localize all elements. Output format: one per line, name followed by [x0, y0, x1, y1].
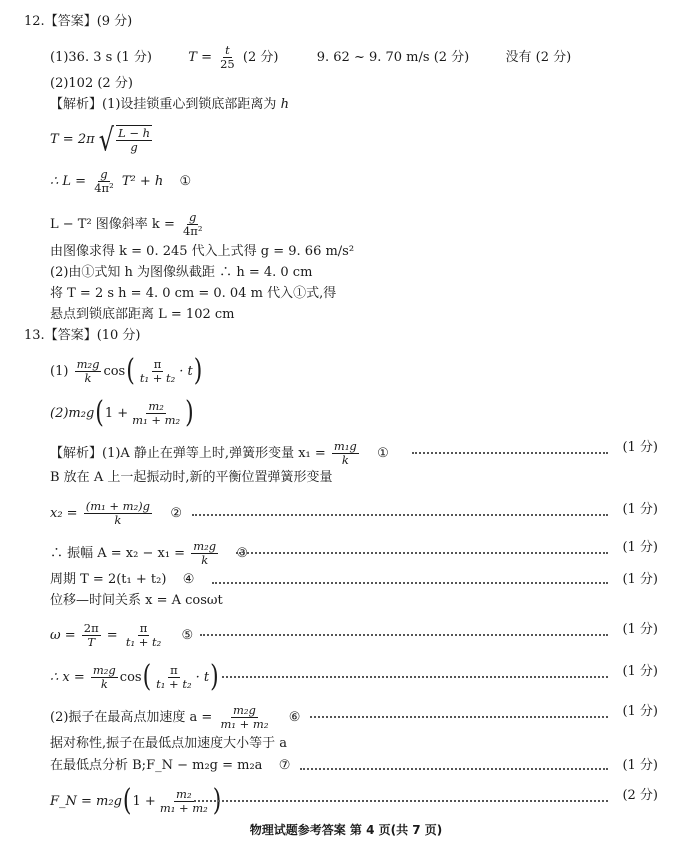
- q13-s3-num: (m₁ + m₂)g: [85, 499, 151, 513]
- q13-step10: 据对称性,振子在最低点加速度大小等于 a: [50, 736, 288, 751]
- q12-analysis-tag: 【解析】(1)设挂锁重心到锁底部距离为: [50, 97, 277, 112]
- q12-eq1-den: g: [130, 140, 138, 154]
- q13-s3-den: k: [114, 513, 122, 527]
- dotted-leader: [194, 800, 608, 802]
- q13-s1-den: k: [341, 453, 349, 467]
- q13-step8: ∴ x = $\frac{\text{m₂g}}{k}$ cos( $\frac{\pi}{\text{t₁ + t₂}}$ · t): [50, 659, 219, 694]
- q12-line-p2b: 将 T = 2 s h = 4. 0 cm = 0. 04 m 代入①式,得: [50, 286, 337, 301]
- dotted-leader: [212, 582, 608, 584]
- q13-s12-left: F_N = m₂g: [50, 794, 122, 809]
- q13-a1-inner-frac: [138, 358, 177, 385]
- q13-step11: [50, 758, 290, 774]
- q13-s4-den: k: [201, 553, 209, 567]
- q13-answer2: (2)m₂g(1 + $\frac{\text{m₂}}{\text{m₁ + m₂}}$ ): [50, 395, 194, 430]
- q13-a1-inner-tail: · t: [179, 364, 193, 379]
- q12-eq1: [50, 121, 154, 158]
- q13-s9-den: m₁ + m₂: [220, 717, 269, 731]
- q13-a2-frac: [130, 400, 182, 427]
- q13-s7-den2: t₁ + t₂: [125, 635, 162, 649]
- q13-number: 13.: [24, 328, 45, 343]
- q13-s4-mark: ③: [236, 546, 249, 561]
- q13-s8-cos: cos: [119, 670, 142, 685]
- dotted-leader: [192, 514, 608, 516]
- q13-s7-den1: T: [87, 635, 96, 649]
- q13-s3-left: x₂ =: [50, 506, 78, 521]
- dotted-leader: [236, 552, 608, 554]
- q13-header: [24, 328, 141, 344]
- q13-s11-score: (1 分): [622, 758, 658, 773]
- q12-p1-fraction: [218, 44, 237, 71]
- q13-s4-frac: [191, 540, 218, 567]
- q13-step5: [50, 572, 194, 588]
- q13-a1-frac: [75, 358, 102, 385]
- q12-eq2-mark: ①: [179, 174, 192, 189]
- q12-p1-none: 没有 (2 分): [505, 50, 572, 65]
- q13-a1-den: k: [84, 371, 92, 385]
- q13-step2: B 放在 A 上一起振动时,新的平衡位置弹簧形变量: [50, 470, 333, 485]
- q13-s1-text: 【解析】(1)A 静止在弹等上时,弹簧形变量 x₁ =: [50, 446, 326, 461]
- dotted-leader: [200, 634, 608, 636]
- q12-eq3-left: L − T² 图像斜率 k =: [50, 217, 175, 232]
- q13-step1: [50, 440, 389, 467]
- q13-s1-num: m₁g: [333, 439, 357, 453]
- q12-eq3: [50, 211, 206, 238]
- q12-eq2-left: ∴ L =: [50, 174, 87, 189]
- q12-line-k: 由图像求得 k = 0. 245 代入上式得 g = 9. 66 m/s²: [50, 244, 355, 259]
- q13-s5-text: 周期 T = 2(t₁ + t₂): [50, 572, 167, 587]
- dotted-leader: [300, 768, 608, 770]
- q13-s3-mark: ②: [170, 506, 182, 521]
- q13-s8-score: (1 分): [622, 664, 658, 679]
- q13-s7-left: ω =: [50, 628, 76, 643]
- q13-s12-score: (2 分): [622, 788, 658, 803]
- q12-p1-prefix: (1)36. 3 s (1 分): [50, 50, 152, 65]
- q12-analysis-header: [50, 97, 289, 113]
- q13-step12: F_N = m₂g(1 + $\frac{\text{m₂}}{\text{m₁ + m₂}}$ ): [50, 783, 222, 818]
- page-footer: 物理试题参考答案 第 4 页(共 7 页): [249, 823, 443, 837]
- q12-eq3-den: 4π²: [182, 224, 203, 238]
- q13-s7-num2: π: [139, 621, 148, 635]
- dotted-leader: [310, 716, 608, 718]
- q12-eq1-left: T = 2π: [50, 132, 95, 147]
- q13-s1-score: (1 分): [622, 440, 658, 455]
- q13-step3: [50, 500, 182, 527]
- q13-s4-score: (1 分): [622, 540, 658, 555]
- q12-p1-T-label: T =: [188, 50, 212, 65]
- q13-a1-cos: cos: [103, 364, 126, 379]
- q13-a1-num: m₂g: [76, 357, 100, 371]
- q12-p1-T-score: (2 分): [242, 50, 279, 65]
- q13-s8-inner-num: π: [170, 663, 178, 677]
- q13-s9-num: m₂g: [233, 703, 256, 717]
- q13-a2-num: m₂: [148, 399, 164, 413]
- q12-p1-frac-den: 25: [220, 57, 235, 71]
- q13-a2-den: m₁ + m₂: [132, 413, 181, 427]
- q12-p1-frac-num: t: [225, 43, 230, 57]
- q13-a2-prefix: (2)m₂g: [50, 406, 95, 421]
- q13-s12-num: m₂: [176, 787, 192, 801]
- q13-s8-den: k: [100, 677, 108, 691]
- q13-step4: [50, 540, 248, 567]
- q13-s7-mark: ⑤: [181, 628, 194, 643]
- q12-part1-answer: [50, 44, 571, 71]
- q12-eq3-num: g: [189, 210, 197, 224]
- q13-step7: [50, 622, 193, 649]
- q12-p1-g-range: 9. 62 ~ 9. 70 m/s (2 分): [316, 50, 470, 65]
- q13-s8-num: m₂g: [92, 663, 116, 677]
- dotted-leader: [222, 676, 608, 678]
- q13-s7-eq: =: [106, 628, 118, 643]
- q12-eq2-right: T² + h: [121, 174, 164, 189]
- q13-s3-frac: [84, 500, 152, 527]
- q13-s8-frac: [91, 664, 118, 691]
- q13-answer-tag: 【答案】(10 分): [44, 328, 141, 343]
- q12-eq2-frac: [92, 168, 116, 195]
- q13-s11-text: 在最低点分析 B;F_N − m₂g = m₂a: [50, 758, 263, 773]
- dotted-leader: [412, 452, 608, 454]
- q13-a2-one: 1 +: [104, 406, 129, 421]
- q13-s12-den: m₁ + m₂: [159, 801, 208, 815]
- q13-s5-mark: ④: [182, 572, 195, 587]
- q13-s1-frac: [332, 440, 359, 467]
- q13-s3-score: (1 分): [622, 502, 658, 517]
- q13-s9-left: (2)振子在最高点加速度 a =: [50, 710, 213, 725]
- q13-s12-one: 1 +: [132, 794, 156, 809]
- q13-s9-score: (1 分): [622, 704, 658, 719]
- q13-answer1: (1) $\frac{\text{m₂g}}{k}$ cos( $\frac{\pi}{\text{t₁ + t₂}}$ · t): [50, 353, 203, 388]
- q13-s7-frac2: [124, 622, 163, 649]
- q13-s11-mark: ⑦: [278, 758, 291, 773]
- q13-s7-score: (1 分): [622, 622, 658, 637]
- q12-analysis-var: h: [280, 97, 289, 112]
- q12-number: 12.: [24, 14, 45, 29]
- sqrt-symbol: √ $\frac{L - h}{g}$: [98, 121, 151, 158]
- q13-a1-inner-num: π: [153, 357, 162, 371]
- q12-part2-answer: (2)102 (2 分): [50, 76, 133, 91]
- q12-eq1-num: L − h: [118, 126, 151, 140]
- q13-a1-inner-den: t₁ + t₂: [139, 371, 176, 385]
- q13-s4-num: m₂g: [193, 539, 217, 553]
- q13-s5-score: (1 分): [622, 572, 658, 587]
- q13-s8-inner-den: t₁ + t₂: [156, 677, 192, 691]
- q13-s9-mark: ⑥: [288, 710, 301, 725]
- q13-s4-left: ∴ 振幅 A = x₂ − x₁ =: [50, 546, 186, 561]
- q12-header: [24, 14, 132, 30]
- q13-s8-inner-frac: [154, 664, 193, 691]
- q13-step9: [50, 704, 300, 731]
- q12-answer-tag: 【答案】(9 分): [44, 14, 133, 29]
- q12-eq2-den: 4π²: [94, 181, 114, 195]
- q12-line-p2c: 悬点到锁底部距离 L = 102 cm: [50, 307, 235, 322]
- q12-line-p2a: (2)由①式知 h 为图像纵截距 ∴ h = 4. 0 cm: [50, 265, 313, 280]
- q13-s7-frac1: [82, 622, 101, 649]
- q12-eq2-num: g: [100, 167, 108, 181]
- q13-s8-inner-tail: · t: [195, 670, 210, 685]
- q13-a1-prefix: (1): [50, 364, 69, 379]
- q13-s8-left: ∴ x =: [50, 670, 85, 685]
- q13-s1-mark: ①: [377, 446, 389, 461]
- q12-eq3-frac: [181, 211, 205, 238]
- q13-s9-frac: [218, 704, 270, 731]
- q13-s7-num1: 2π: [83, 621, 99, 635]
- q13-step6: 位移—时间关系 x = A cosωt: [50, 593, 223, 608]
- q12-eq2: [50, 168, 191, 195]
